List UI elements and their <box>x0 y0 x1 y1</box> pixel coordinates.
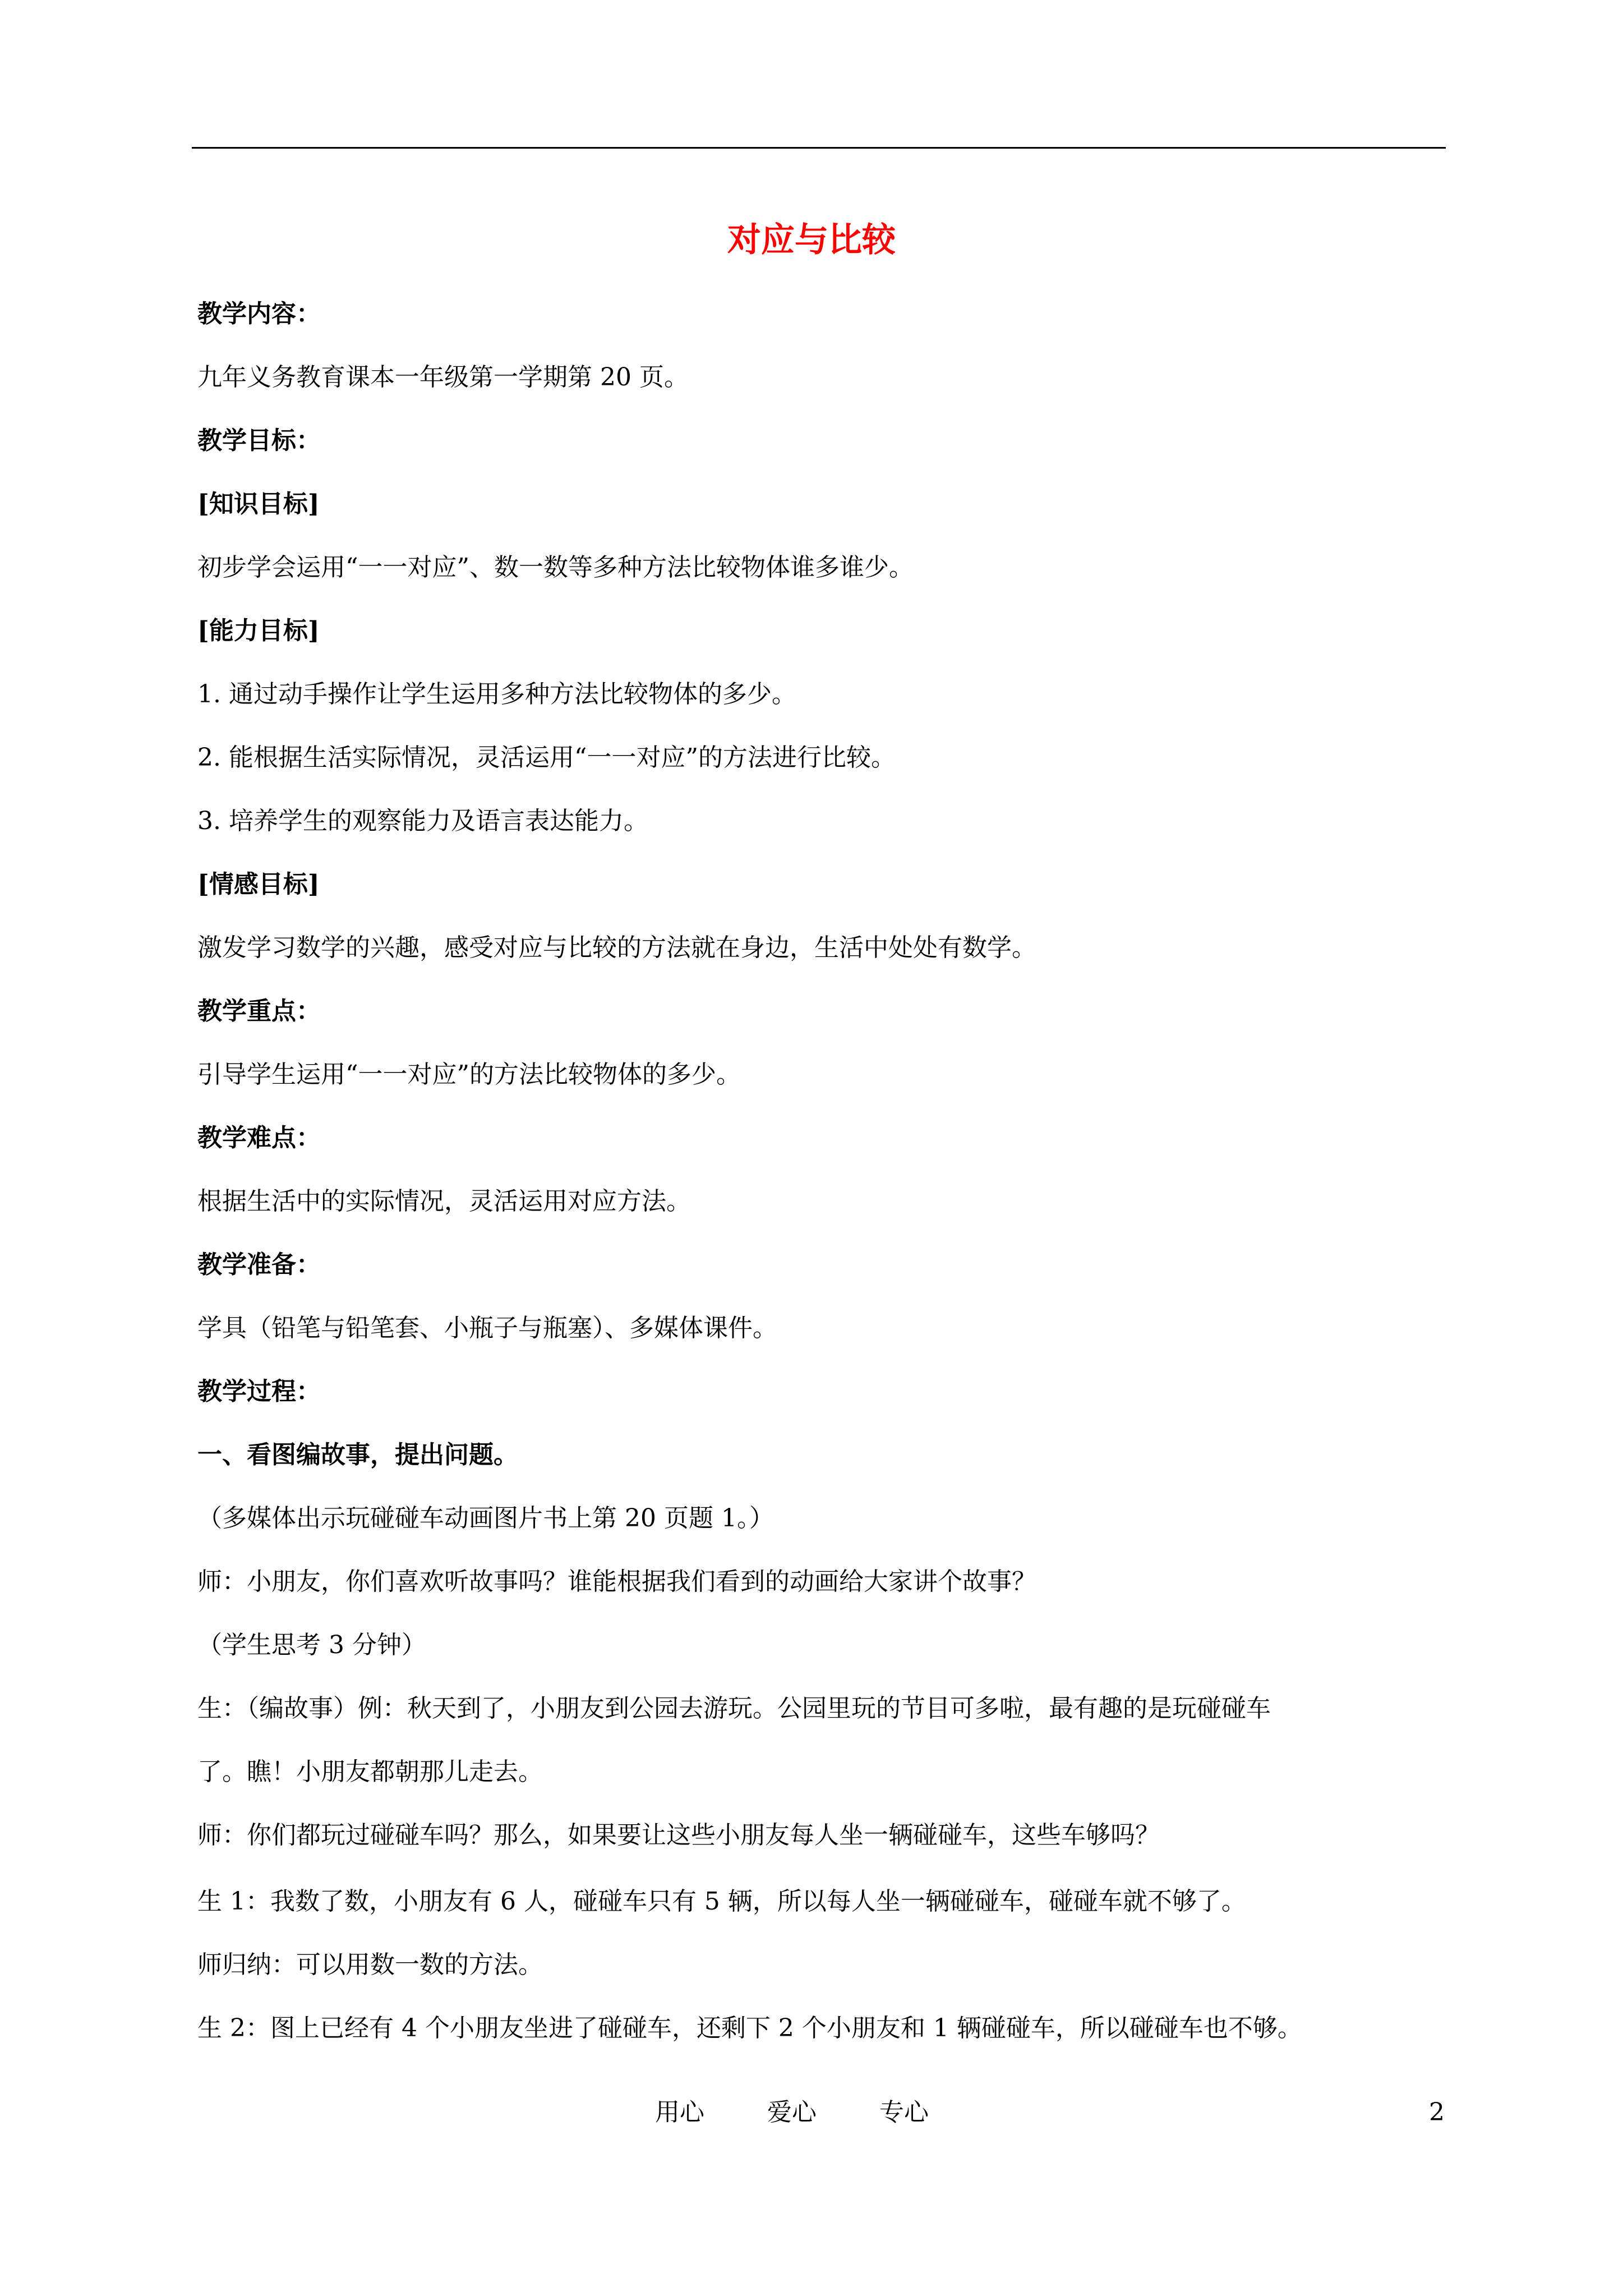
page-number: 2 <box>1429 2098 1445 2127</box>
paragraph: 激发学习数学的兴趣，感受对应与比较的方法就在身边，生活中处处有数学。 <box>197 933 1036 962</box>
list-item: 3. 培养学生的观察能力及语言表达能力。 <box>197 807 648 835</box>
list-item: 2. 能根据生活实际情况，灵活运用“一一对应”的方法进行比较。 <box>197 743 896 772</box>
list-item: 1. 通过动手操作让学生运用多种方法比较物体的多少。 <box>197 680 796 708</box>
footer-word: 专心 <box>879 2098 929 2127</box>
paragraph: （学生思考 3 分钟） <box>197 1631 426 1659</box>
header-rule <box>192 147 1446 149</box>
heading-preparation: 教学准备： <box>197 1250 321 1279</box>
subheading-ability-goal: [能力目标] <box>197 616 320 645</box>
paragraph: 了。瞧！小朋友都朝那儿走去。 <box>197 1757 543 1786</box>
heading-process: 教学过程： <box>197 1377 321 1406</box>
paragraph: 九年义务教育课本一年级第一学期第 20 页。 <box>197 363 689 392</box>
paragraph: 根据生活中的实际情况，灵活运用对应方法。 <box>197 1187 691 1216</box>
paragraph: （多媒体出示玩碰碰车动画图片书上第 20 页题 1。） <box>197 1504 774 1533</box>
heading-difficulty: 教学难点： <box>197 1124 321 1152</box>
paragraph: 生 1：我数了数，小朋友有 6 人，碰碰车只有 5 辆，所以每人坐一辆碰碰车，碰碰车就不够了。 <box>197 1887 1246 1916</box>
section-heading-1: 一、看图编故事，提出问题。 <box>197 1441 518 1469</box>
paragraph: 生：（编故事）例：秋天到了，小朋友到公园去游玩。公园里玩的节目可多啦，最有趣的是玩碰碰车 <box>197 1694 1271 1723</box>
footer-word: 用心 <box>655 2098 704 2127</box>
paragraph: 初步学会运用“一一对应”、数一数等多种方法比较物体谁多谁少。 <box>197 553 914 582</box>
paragraph: 师：小朋友，你们喜欢听故事吗？谁能根据我们看到的动画给大家讲个故事？ <box>197 1567 1036 1596</box>
paragraph: 生 2：图上已经有 4 个小朋友坐进了碰碰车，还剩下 2 个小朋友和 1 辆碰碰车，所以碰碰车也不够。 <box>197 2014 1302 2042</box>
paragraph: 师：你们都玩过碰碰车吗？那么，如果要让这些小朋友每人坐一辆碰碰车，这些车够吗？ <box>197 1821 1160 1849</box>
paragraph: 学具（铅笔与铅笔套、小瓶子与瓶塞）、多媒体课件。 <box>197 1314 777 1342</box>
footer-word: 爱心 <box>767 2098 817 2127</box>
heading-teaching-goals: 教学目标： <box>197 426 321 455</box>
subheading-emotion-goal: [情感目标] <box>197 870 320 899</box>
paragraph: 师归纳：可以用数一数的方法。 <box>197 1950 543 1979</box>
subheading-knowledge-goal: [知识目标] <box>197 490 320 518</box>
paragraph: 引导学生运用“一一对应”的方法比较物体的多少。 <box>197 1060 741 1089</box>
document-title: 对应与比较 <box>727 220 896 260</box>
heading-teaching-content: 教学内容： <box>197 300 321 328</box>
heading-key-point: 教学重点： <box>197 997 321 1025</box>
